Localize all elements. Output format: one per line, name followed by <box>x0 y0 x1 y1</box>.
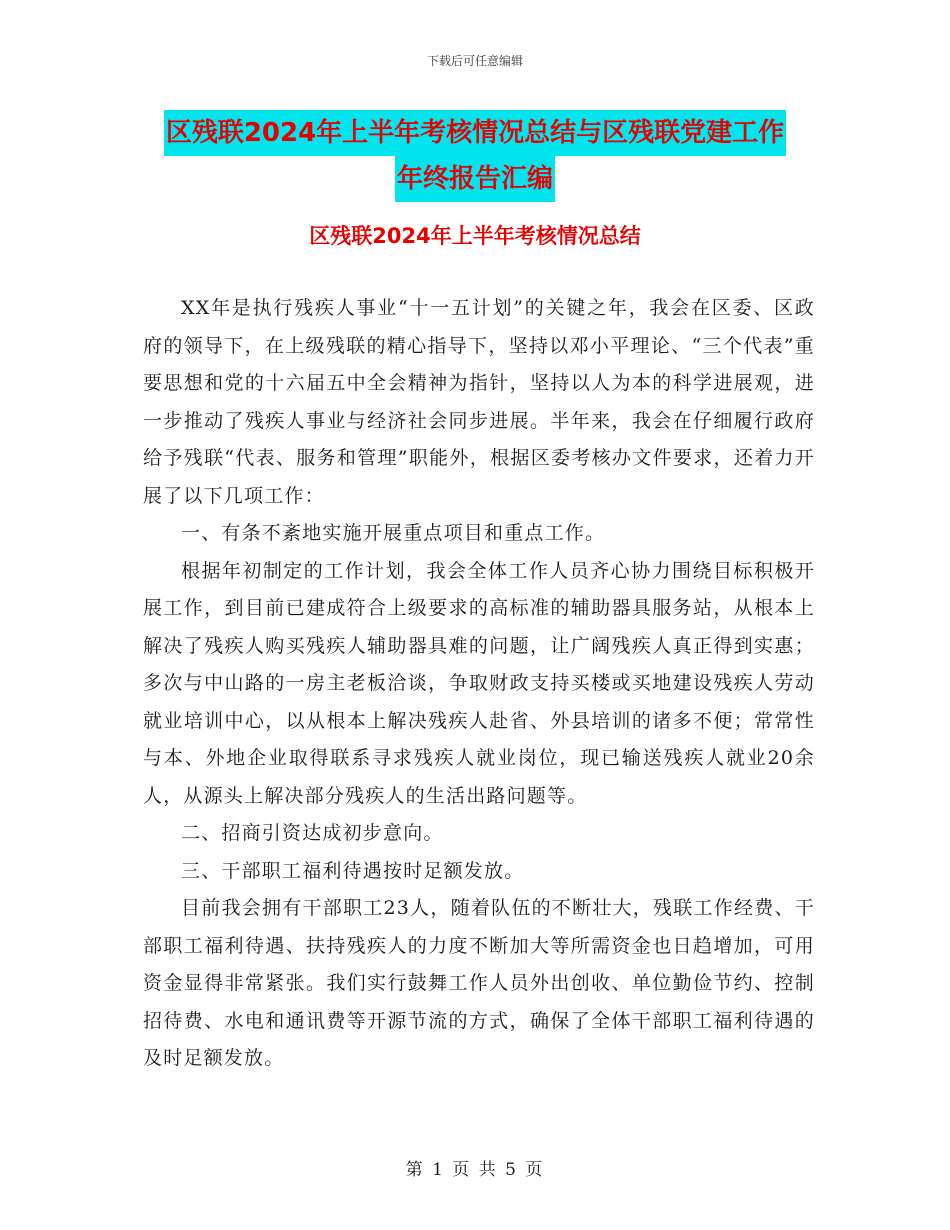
title-line-1: 区残联2024年上半年考核情况总结与区残联党建工作 <box>164 110 786 156</box>
page-number-footer: 第 1 页 共 5 页 <box>405 1160 545 1180</box>
paragraph-intro: XX年是执行残疾人事业“十一五计划”的关键之年，我会在区委、区政府的领导下，在上级残联的精心指导下，坚持以邓小平理论、“三个代表”重要思想和党的十六届五中全会精神为指针，坚持以人为本的科学进展观，进一步推动了残疾人事业与经济社会同步进展。半年来，我会在仔细履行政府给予残联“代表、服务和管理”职能外，根据区委考核办文件要求，还着力开展了以下几项工作： <box>143 297 815 507</box>
paragraph-body-3: 目前我会拥有干部职工23人，随着队伍的不断壮大，残联工作经费、干部职工福利待遇、扶持残疾人的力度不断加大等所需资金也日趋增加，可用资金显得非常紧张。我们实行鼓舞工作人员外出创收、单位勤俭节约、控制招待费、水电和通讯费等开源节流的方式，确保了全体干部职工福利待遇的及时足额发放。 <box>143 897 815 1069</box>
title-line-2: 年终报告汇编 <box>395 156 555 202</box>
paragraph-body-1: 根据年初制定的工作计划，我会全体工作人员齐心协力围绕目标积极开展工作，到目前已建成符合上级要求的高标准的辅助器具服务站，从根本上解决了残疾人购买残疾人辅助器具难的问题，让广阔残疾人真正得到实惠；多次与中山路的一房主老板洽谈，争取财政支持买楼或买地建设残疾人劳动就业培训中心，以从根本上解决残疾人赴省、外县培训的诸多不便；常常性与本、外地企业取得联系寻求残疾人就业岗位，现已输送残疾人就业20余人，从源头上解决部分残疾人的生活出路问题等。 <box>143 559 815 807</box>
document-body <box>143 290 815 1078</box>
paragraph-heading-1: 一、有条不紊地实施开展重点项目和重点工作。 <box>181 522 606 544</box>
page-header: 下载后可任意编辑 <box>426 54 523 68</box>
paragraph-heading-2: 二、招商引资达成初步意向。 <box>181 822 444 844</box>
document-title <box>0 110 950 202</box>
paragraph-heading-3: 三、干部职工福利待遇按时足额发放。 <box>181 859 525 882</box>
section-title: 区残联2024年上半年考核情况总结 <box>309 224 641 248</box>
